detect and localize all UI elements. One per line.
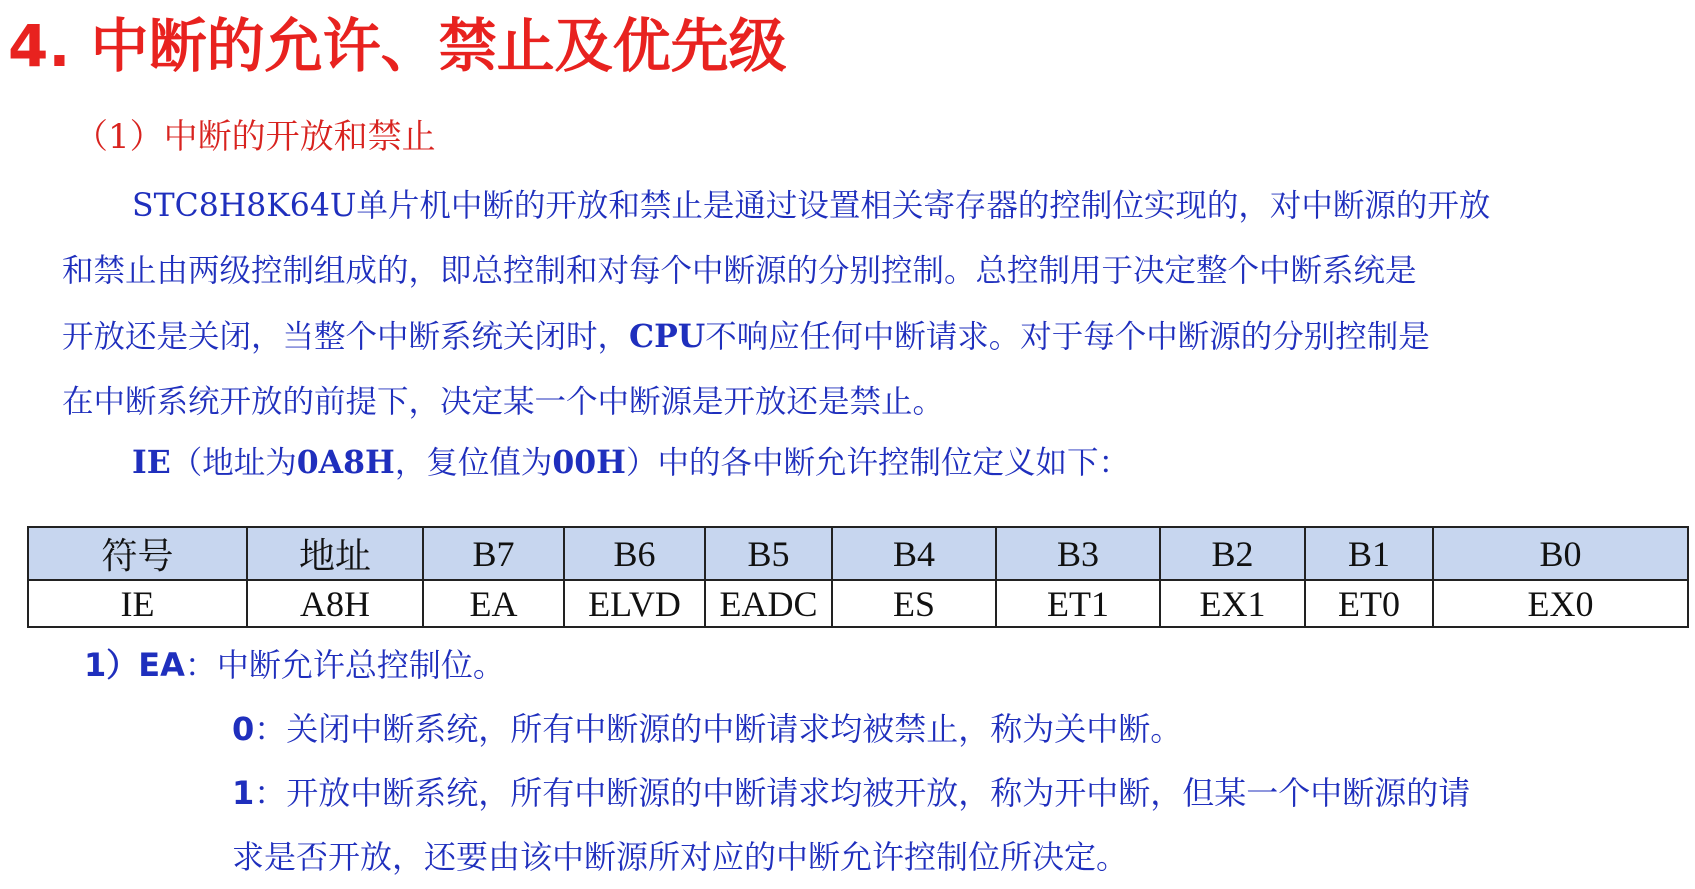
table-cell: ELVD <box>564 580 705 627</box>
ea-zero-label: 0 <box>232 710 255 748</box>
ie-def-mid: ，复位值为 <box>394 445 553 481</box>
ea-one-text: ：开放中断系统，所有中断源的中断请求均被开放，称为开中断，但某一个中断源的请 <box>254 774 1471 812</box>
table-header-row <box>28 527 1688 580</box>
paragraph-line-4: 在中断系统开放的前提下，决定某一个中断源是开放还是禁止。 <box>62 384 945 420</box>
paragraph-line-3-start: 开放还是关闭，当整个中断系统关闭时， <box>62 319 630 355</box>
paragraph-line-1: STC8H8K64U单片机中断的开放和禁止是通过设置相关寄存器的控制位实现的，对中断源的开放 <box>132 188 1491 224</box>
table-cell: EX1 <box>1160 580 1305 627</box>
ie-address: 0A8H <box>296 444 395 481</box>
header-cell: B5 <box>705 527 832 580</box>
header-cell: 符号 <box>28 527 247 580</box>
header-cell: B4 <box>832 527 996 580</box>
ie-def-rest: ）中的各中断允许控制位定义如下： <box>625 445 1130 481</box>
table-cell: A8H <box>247 580 423 627</box>
ie-register-definition <box>132 438 1130 488</box>
table-row <box>28 580 1688 627</box>
header-cell: B3 <box>996 527 1160 580</box>
header-cell: B2 <box>1160 527 1305 580</box>
intro-paragraph <box>62 174 1622 435</box>
page-title: 4. 中断的允许、禁止及优先级 <box>8 12 787 80</box>
cpu-term: CPU <box>629 318 706 355</box>
ea-one-item-continued: 求是否开放，还要由该中断源所对应的中断允许控制位所决定。 <box>232 838 1129 876</box>
ea-text: ：中断允许总控制位。 <box>184 646 505 684</box>
table-cell: EA <box>423 580 564 627</box>
header-cell: B7 <box>423 527 564 580</box>
paragraph-line-3 <box>62 304 1622 370</box>
paragraph-line-3-end: 不响应任何中断请求。对于每个中断源的分别控制是 <box>705 319 1430 355</box>
ea-one-item <box>232 768 1470 818</box>
table-cell: IE <box>28 580 247 627</box>
ea-zero-text: ：关闭中断系统，所有中断源的中断请求均被禁止，称为关中断。 <box>254 710 1183 748</box>
table-cell: ET1 <box>996 580 1160 627</box>
ie-register-table <box>27 526 1689 628</box>
ea-item <box>84 640 505 690</box>
ie-reset-value: 00H <box>552 444 626 481</box>
ea-zero-item <box>232 704 1182 754</box>
paragraph-line-2: 和禁止由两级控制组成的，即总控制和对每个中断源的分别控制。总控制用于决定整个中断系统是 <box>62 253 1417 289</box>
header-cell: B6 <box>564 527 705 580</box>
table-cell: ES <box>832 580 996 627</box>
table-cell: EADC <box>705 580 832 627</box>
header-cell: B0 <box>1433 527 1688 580</box>
header-cell: B1 <box>1305 527 1433 580</box>
ea-label: 1）EA <box>84 646 185 684</box>
ea-one-label: 1 <box>232 774 255 812</box>
section-subtitle: （1）中断的开放和禁止 <box>74 117 436 157</box>
ie-register-name: IE <box>132 444 171 481</box>
header-cell: 地址 <box>247 527 423 580</box>
ie-def-open: （地址为 <box>170 445 297 481</box>
table-cell: EX0 <box>1433 580 1688 627</box>
table-cell: ET0 <box>1305 580 1433 627</box>
